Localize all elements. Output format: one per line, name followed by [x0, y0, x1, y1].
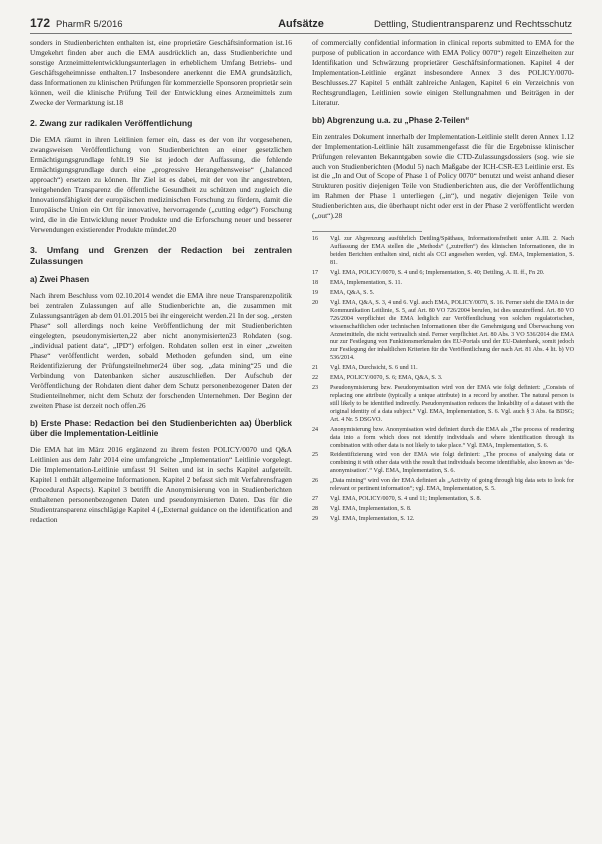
footnote	[312, 375, 574, 383]
section-label: Aufsätze	[278, 18, 324, 30]
subsection-a-heading: a) Zwei Phasen	[30, 275, 90, 285]
footnote	[312, 427, 574, 451]
footnote-text: Vgl. EMA, POLICY/0070, S. 4 und 6; Implementation, S. 40; Dettling, A. II. ff., Fn 20.	[330, 270, 545, 277]
footnote-number: 25	[312, 452, 319, 459]
subsection-bb-text: Ein zentrales Dokument innerhalb der Implementation-Leitlinie stellt deren Annex 1.12 der Implementation-Leitlinie hält zusammengefasst die für die Ergebnisse klinischer Prüfungen relevanten Bekanntgaben sowie die CTD-Zulassungsdossiers (sog. wie sie auch von Studienberichten (Modul 5) nach Maßgabe der ICH-CSR-E3 Leitlinie erst. Es ist die „In and Out of Scope of Phase 1 of Policy 0070“ benutzt und weist anhand dieser Strukturen positiv diejenigen Teile von Studienberichten aus, die der Veröffentlichung im Rahmen der Phase 1 unterliegen („in“), und negativ diejenigen Teile von Studienberichten aus, die überhaupt nicht oder erst in der Phase 2 veröffentlicht werden („out“).28	[312, 131, 574, 221]
section-3-heading: 3. Umfang und Grenzen der Redaction bei zentralen Zulassungen	[30, 244, 292, 267]
footnote-number: 22	[312, 375, 319, 382]
footnote-rule	[312, 231, 422, 232]
page-number: 172	[30, 16, 51, 30]
right-intro-paragraph: of commercially confidential information in clinical reports submitted to EMA for the purpose of publication in accordance with EMA Policy 0070“) regelt Einzelheiten zur Identifikation und Schwärzung proprietärer Geschäftsinformationen. Kapitel 4 der Implementation-Leitlinie ergänzt insbesondere Annex 3 des POLICY/0070-Beschlusses.27 Kapitel 5 enthält zahlreiche Anlagen, Kapitel 6 ein Verzeichnis von Rechtsgrundlagen, Leitlinien sowie einigen Stellungnahmen und Beiträgen in der Literatur.	[312, 38, 574, 107]
footnote-text: Anonymisierung bzw. Anonymisation wird definiert durch die EMA als „The process of rendering data into a form which does not identify individuals and where identification through its combination with other data is not likely to take place.“ Vgl. EMA, Implementation, S. 6.	[330, 426, 574, 449]
footnote-text: Vgl. EMA, Durchsicht, S. 6 und 11.	[330, 365, 418, 372]
footnote-text: Vgl. EMA, Q&A, S. 3, 4 und 6. Vgl. auch EMA, POLICY/0070, S. 16. Ferner sieht die EMA in der Kommunikation Leitlinie, S. 5, auf Art. 80 VO 726/2004 berufen, ist dies unzutreffend. Art. 80 VO 726/2004 verpflichtet die EMA lediglich zur Veröffentlichung von solchen regulatorischen, wissenschaftlichen oder technischen Informationen über die Genehmigung und Überwachung von Arzneimitteln, die nicht vertraulich sind. Ferner verpflichtet Art. 80 Abs. 3 VO 536/2014 die EMA nur zur Festlegung von Funktionsmerkmalen des EU-Portals und der EU-Datenbank, somit jedoch zur Festlegung der inhaltlichen Kriterien für die Veröffentlichung der nach Art. 81 Abs. 4 lit. b) VO 536/2014.	[330, 299, 574, 362]
footnote-number: 24	[312, 426, 319, 433]
footnote-number: 16	[312, 236, 319, 243]
footnote-text: Pseudonymisierung bzw. Pseudonymisation wird von der EMA wie folgt definiert: „Consists of replacing one attribute (typically a unique attribute) in a record by another. The natural person is still likely to be identified indirectly. Pseudonymisation reduces the linkability of a dataset with the original identity of a data subject.“ Vgl. EMA, Implementation, S. 6. Vgl. auch § 3 Abs. 6a BDSG; Art. 4 Nr. 5 DSGVO.	[330, 385, 574, 423]
footnote	[312, 270, 574, 278]
footnote-text: Vgl. EMA, POLICY/0070, S. 4 und 11; Implementation, S. 8.	[330, 496, 482, 503]
subsection-b-text: Die EMA hat im März 2016 ergänzend zu ihrem festen POLICY/0070 und Q&A Leitlinien aus dem Jahr 2014 eine umfangreiche „Implementation“ Leitlinie vorgelegt. Die Implementation-Leitlinie umfasst 91 Seiten und ist in sechs Kapitel aufgeteilt. Kapitel 1 enthält allgemeine Informationen. Kapitel 2 befasst sich mit Verfahrensfragen (Procedural Aspects). Kapitel 3 betrifft die Anonymisierung von in Studienberichten enthaltenen personenbezogenen Daten und pseudonymisierten Daten. Das für die Studientransparenz einschlägige Kapitel 4 („External guidance on the identification and redaction	[30, 445, 292, 524]
subsection-a-text: Nach ihrem Beschluss vom 02.10.2014 wendet die EMA ihre neue Transparenzpolitik bei zentralen Zulassungen auf alle Studienberichte an, die zusammen mit Zulassungsanträgen ab dem 01.01.2015 bei ihr eingereicht werden.21 In der sog. „ersten Phase“ soll allerdings noch keine Veröffentlichung der mit Studienberichten eingelegten, pseudonymisierten,22 aber nicht anonymisierten23 Rohdaten (sog. „individual patient data“, „IPD“) erfolgen. Rohdaten sollen erst in einer „zweiten Phase“ veröffentlicht werden, sobald Methoden gefunden sind, um eine Reidentifizierung der Prüfungsteilnehmer24 über sog. „data mining“25 und die Verbindung von Datenbanken sicher auszuschließen. Der Aufschub der Veröffentlichung der Rohdaten dient daher dem Schutz personenbezogener Daten der Studienteilnehmer, nicht dem Schutz der forschenden Unternehmen. Der Beginn der zweiten Phase ist derzeit noch offen.26	[30, 290, 292, 410]
footnote-text: Vgl. zur Abgrenzung ausführlich Dettling/Späthaus, Informationsfreiheit unter A.III. 2. Nach Auffassung der EMA stellen die „Methods“ („zutreffen“) des klinischen Informationen, die in beiden Berichten enthalten sind, nicht als CCI angesehen werden, vgl. EMA, Implementation, S. 81.	[330, 236, 574, 267]
footnote-number: 28	[312, 505, 319, 512]
footnote	[312, 496, 574, 504]
footnote	[312, 236, 574, 268]
left-column	[30, 38, 292, 530]
header-rule	[30, 33, 572, 34]
subsection-b-heading: b) Erste Phase: Redaction bei den Studienberichten aa) Überblick über die Implementation-Leitlinie	[30, 418, 292, 439]
left-intro-paragraph: sonders in Studienberichten enthalten ist, eine proprietäre Geschäftsinformation ist.16 Umgekehrt finden aber auch die EMA ausdrücklich an, dass Studienberichte und sonstige Arzneimittelentwicklungsunterlagen in erheblichem Umfang Betriebs- und Geschäftsgeheimnisse enthalten.17 Insbesondere anerkennt die EMA grundsätzlich, dass Informationen zu klinischen Prüfungen für kommerzielle Sponsoren proprietär sein können, weil die klinische Prüfung Teil der Entwicklung eines Arzneimittels zum Zwecke der Vermarktung ist.18	[30, 38, 292, 107]
footnote-number: 20	[312, 299, 319, 306]
header-left	[30, 16, 123, 30]
footnote	[312, 506, 574, 514]
section-2-text: Die EMA räumt in ihren Leitlinien ferner ein, dass es der von ihr vorgesehenen, zwangsweisen Veröffentlichung von Studienberichten an einer gesetzlichen Ermächtigungsgrundlage fehlt.19 Sie ist jedoch der Auffassung, die fehlende Ermächtigungsgrundlage durch eine „progressive Herangehensweise“ („balanced approach“) ersetzen zu können. Ihr Ziel ist es dabei, mit der von ihr angestrebten, weitgehenden Transparenz die öffentliche Gesundheit zu schützen und zugleich die Innovationsfähigkeit der europäischen medizinischen Forschung zu fördern, damit die Europäische Union ein Ort für innovative, hervorragende („cutting edge“) Forschung wird, die in die Entwicklung neuer Produkte und die Erforschung neuer und besserer Verwendungen existierender Produkte mündet.20	[30, 135, 292, 234]
footnote	[312, 452, 574, 476]
footnote-number: 17	[312, 270, 319, 277]
footnote-text: Reidentifizierung wird von der EMA wie folgt definiert: „The process of analysing data or combining it with other data with the result that individuals become identifiable, also known as ‘de-anonymisation’.“ Vgl. EMA, Implementation, S. 6.	[330, 452, 574, 475]
footnote-text: EMA, POLICY/0070, S. 6; EMA, Q&A, S. 3.	[330, 375, 443, 382]
footnote-number: 27	[312, 496, 319, 503]
footnote-number: 21	[312, 365, 319, 372]
footnote-number: 19	[312, 289, 319, 296]
footnote-text: EMA, Implementation, S. 11.	[330, 280, 403, 287]
footnote	[312, 300, 574, 363]
right-column	[312, 38, 574, 526]
subsection-bb-heading: bb) Abgrenzung u.a. zu „Phase 2-Teilen“	[312, 115, 470, 125]
section-2-heading: 2. Zwang zur radikalen Veröffentlichung	[30, 117, 193, 128]
journal-issue: PharmR 5/2016	[56, 19, 123, 30]
footnote	[312, 478, 574, 494]
page-header	[30, 8, 572, 30]
footnote	[312, 280, 574, 288]
footnote-number: 29	[312, 515, 319, 522]
footnote-text: Vgl. EMA, Implementation, S. 8.	[330, 505, 412, 512]
footnote-number: 18	[312, 280, 319, 287]
footnote-text: „Data mining“ wird von der EMA definiert als „Activity of going through big data sets to look for relevant or pertinent information“; vgl. EMA, Implementation, S. 5.	[330, 478, 574, 493]
footnote	[312, 290, 574, 298]
footnote	[312, 365, 574, 373]
footnote	[312, 385, 574, 425]
footnote-number: 26	[312, 478, 319, 485]
footnote-number: 23	[312, 385, 319, 392]
footnotes	[312, 236, 574, 523]
running-title: Dettling, Studientransparenz und Rechtsschutz	[373, 19, 572, 30]
footnote-text: EMA, Q&A, S. 5.	[330, 289, 375, 296]
footnote	[312, 516, 574, 524]
footnote-text: Vgl. EMA, Implementation, S. 12.	[330, 515, 415, 522]
